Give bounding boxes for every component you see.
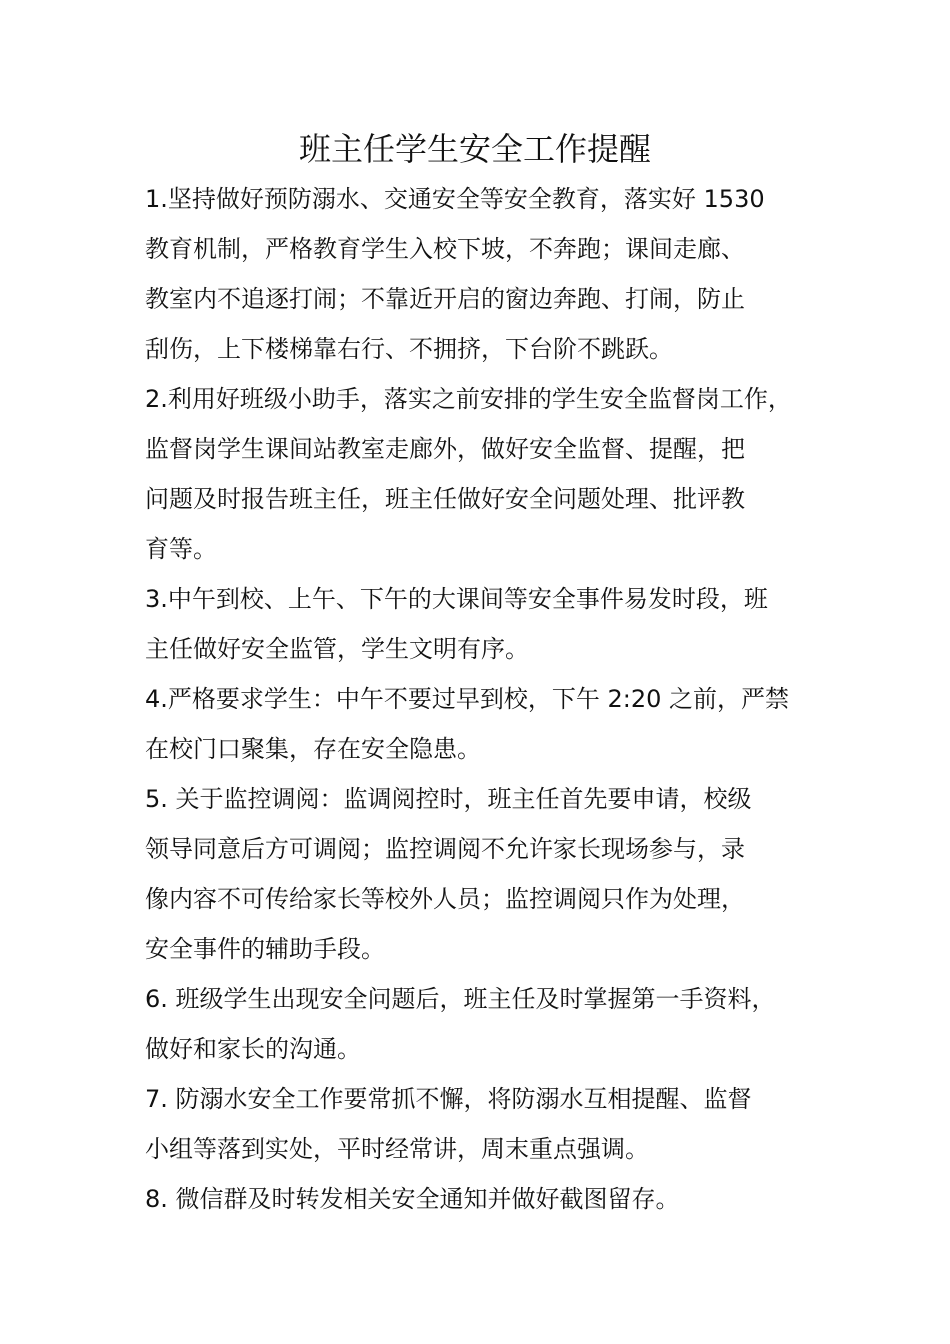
paragraph-line: 1.坚持做好预防溺水、交通安全等安全教育，落实好 1530 — [145, 185, 765, 213]
paragraph-line: 7. 防溺水安全工作要常抓不懈，将防溺水互相提醒、监督 — [145, 1085, 752, 1113]
paragraph-line: 在校门口聚集，存在安全隐患。 — [145, 735, 481, 763]
paragraph-3 — [145, 574, 835, 674]
document-body — [145, 174, 835, 1224]
paragraph-line: 问题及时报告班主任，班主任做好安全问题处理、批评教 — [145, 485, 745, 513]
paragraph-line: 像内容不可传给家长等校外人员；监控调阅只作为处理， — [145, 885, 745, 913]
paragraph-line: 安全事件的辅助手段。 — [145, 935, 385, 963]
paragraph-6 — [145, 974, 835, 1074]
paragraph-line: 刮伤，上下楼梯靠右行、不拥挤，下台阶不跳跃。 — [145, 335, 673, 363]
paragraph-line: 6. 班级学生出现安全问题后，班主任及时掌握第一手资料， — [145, 985, 776, 1013]
paragraph-line: 小组等落到实处，平时经常讲，周末重点强调。 — [145, 1135, 649, 1163]
paragraph-8 — [145, 1174, 835, 1224]
paragraph-5 — [145, 774, 835, 974]
paragraph-line: 5. 关于监控调阅：监调阅控时，班主任首先要申请，校级 — [145, 785, 752, 813]
paragraph-line: 领导同意后方可调阅；监控调阅不允许家长现场参与，录 — [145, 835, 745, 863]
paragraph-line: 8. 微信群及时转发相关安全通知并做好截图留存。 — [145, 1185, 680, 1213]
paragraph-line: 2.利用好班级小助手，落实之前安排的学生安全监督岗工作， — [145, 385, 792, 413]
paragraph-line: 育等。 — [145, 535, 217, 563]
paragraph-7 — [145, 1074, 835, 1174]
paragraph-line: 主任做好安全监管，学生文明有序。 — [145, 635, 529, 663]
paragraph-line: 教育机制，严格教育学生入校下坡，不奔跑；课间走廊、 — [145, 235, 745, 263]
document-title: 班主任学生安全工作提醒 — [298, 130, 651, 168]
paragraph-1 — [145, 174, 835, 374]
paragraph-4 — [145, 674, 835, 774]
paragraph-line: 3.中午到校、上午、下午的大课间等安全事件易发时段，班 — [145, 585, 768, 613]
paragraph-line: 做好和家长的沟通。 — [145, 1035, 361, 1063]
paragraph-line: 监督岗学生课间站教室走廊外，做好安全监督、提醒，把 — [145, 435, 745, 463]
paragraph-line: 教室内不追逐打闹；不靠近开启的窗边奔跑、打闹，防止 — [145, 285, 745, 313]
paragraph-line: 4.严格要求学生：中午不要过早到校，下午 2:20 之前，严禁 — [145, 685, 790, 713]
paragraph-2 — [145, 374, 835, 574]
